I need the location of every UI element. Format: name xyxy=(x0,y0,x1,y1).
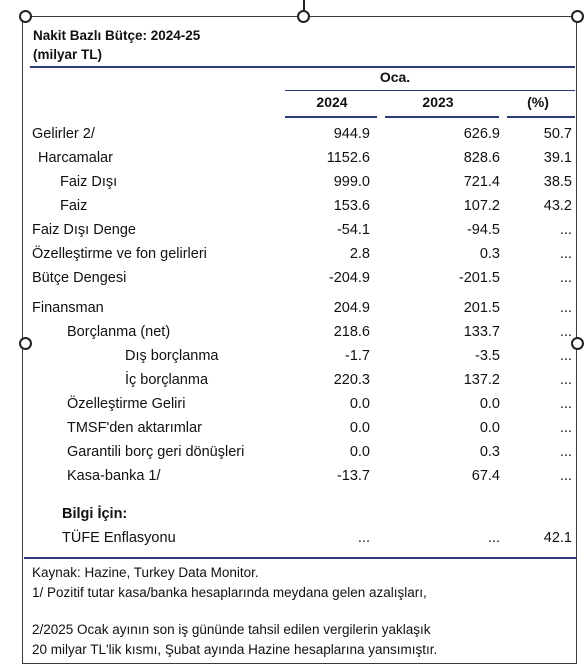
value-2024: 153.6 xyxy=(333,198,370,214)
resize-handle-top-left[interactable] xyxy=(19,10,32,23)
col-rule-2023 xyxy=(385,116,499,118)
table-row xyxy=(0,444,584,468)
value-pct: ... xyxy=(559,300,572,316)
resize-handle-top-right[interactable] xyxy=(571,10,584,23)
title-line-1: Nakit Bazlı Bütçe: 2024-25 xyxy=(33,28,201,43)
value-2024: 2.8 xyxy=(349,246,370,262)
value-2023: 133.7 xyxy=(463,324,500,340)
row-label: TMSF'den aktarımlar xyxy=(67,420,202,436)
value-2024: -13.7 xyxy=(336,468,370,484)
value-2023: ... xyxy=(487,530,500,546)
table-row xyxy=(0,198,584,222)
footer-rule xyxy=(24,557,577,559)
info-heading-row xyxy=(0,506,584,530)
row-label: Özelleştirme ve fon gelirleri xyxy=(32,246,207,262)
table-title xyxy=(33,26,200,64)
row-label: Kasa-banka 1/ xyxy=(67,468,161,484)
period-rule xyxy=(285,90,575,91)
table-row xyxy=(0,530,584,554)
row-label: Faiz xyxy=(60,198,88,214)
value-2024: 944.9 xyxy=(333,126,370,142)
value-pct: 39.1 xyxy=(543,150,572,166)
table-row xyxy=(0,420,584,444)
table-row xyxy=(0,174,584,198)
value-2023: 0.3 xyxy=(479,444,500,460)
value-2024: 204.9 xyxy=(333,300,370,316)
value-2024: 0.0 xyxy=(349,396,370,412)
col-rule-pct xyxy=(507,116,575,118)
table-row xyxy=(0,300,584,324)
table-row xyxy=(0,324,584,348)
row-label: Faiz Dışı Denge xyxy=(32,222,136,238)
value-pct: ... xyxy=(559,468,572,484)
value-2023: 721.4 xyxy=(463,174,500,190)
value-2023: -201.5 xyxy=(458,270,500,286)
table-row xyxy=(0,246,584,270)
table-row xyxy=(0,348,584,372)
row-label: Garantili borç geri dönüşleri xyxy=(67,444,245,460)
value-2023: 828.6 xyxy=(463,150,500,166)
value-2023: 107.2 xyxy=(463,198,500,214)
value-pct: ... xyxy=(559,396,572,412)
footnote-2-line-1: 2/2025 Ocak ayının son iş gününde tahsil edilen vergilerin yaklaşık xyxy=(32,622,431,637)
value-pct: 38.5 xyxy=(543,174,572,190)
value-2024: -1.7 xyxy=(345,348,370,364)
row-label: Gelirler 2/ xyxy=(32,126,95,142)
value-2024: 0.0 xyxy=(349,444,370,460)
info-heading: Bilgi İçin: xyxy=(62,506,128,522)
value-2023: 0.0 xyxy=(479,420,500,436)
value-2024: ... xyxy=(357,530,370,546)
value-2024: 1152.6 xyxy=(326,150,370,166)
row-label: TÜFE Enflasyonu xyxy=(62,530,176,546)
value-pct: ... xyxy=(559,348,572,364)
value-pct: 43.2 xyxy=(543,198,572,214)
value-2023: -3.5 xyxy=(475,348,500,364)
row-label: Dış borçlanma xyxy=(125,348,219,364)
col-rule-2024 xyxy=(285,116,377,118)
row-label: İç borçlanma xyxy=(125,372,209,388)
value-pct: ... xyxy=(559,222,572,238)
value-pct: ... xyxy=(559,270,572,286)
table-row xyxy=(0,468,584,492)
row-label: Harcamalar xyxy=(38,150,113,166)
col-header-2023: 2023 xyxy=(422,94,454,110)
row-label: Borçlanma (net) xyxy=(67,324,171,340)
col-header-pct: (%) xyxy=(527,94,549,110)
footnote-1: 1/ Pozitif tutar kasa/banka hesaplarında meydana gelen azalışları, xyxy=(32,585,427,600)
value-pct: 42.1 xyxy=(543,530,572,546)
table-row xyxy=(0,372,584,396)
value-2024: 220.3 xyxy=(333,372,370,388)
value-pct: ... xyxy=(559,372,572,388)
value-pct: 50.7 xyxy=(543,126,572,142)
col-header-2024: 2024 xyxy=(316,94,348,110)
value-2023: -94.5 xyxy=(466,222,500,238)
value-2024: 0.0 xyxy=(349,420,370,436)
table-row xyxy=(0,150,584,174)
value-2024: -204.9 xyxy=(328,270,370,286)
value-pct: ... xyxy=(559,324,572,340)
value-2024: 999.0 xyxy=(333,174,370,190)
value-pct: ... xyxy=(559,444,572,460)
row-label: Finansman xyxy=(32,300,104,316)
source-note: Kaynak: Hazine, Turkey Data Monitor. xyxy=(32,565,259,580)
resize-handle-top-middle[interactable] xyxy=(297,10,310,23)
value-2024: 218.6 xyxy=(333,324,370,340)
value-2023: 201.5 xyxy=(463,300,500,316)
value-pct: ... xyxy=(559,246,572,262)
period-header: Oca. xyxy=(379,69,411,85)
value-2023: 67.4 xyxy=(471,468,500,484)
rotate-handle-stem xyxy=(303,0,305,10)
header-rule xyxy=(30,66,575,68)
value-2023: 137.2 xyxy=(463,372,500,388)
value-2023: 0.3 xyxy=(479,246,500,262)
value-pct: ... xyxy=(559,420,572,436)
table-row xyxy=(0,396,584,420)
row-label: Faiz Dışı xyxy=(60,174,118,190)
value-2023: 626.9 xyxy=(463,126,500,142)
row-label: Özelleştirme Geliri xyxy=(67,396,186,412)
value-2023: 0.0 xyxy=(479,396,500,412)
row-label: Bütçe Dengesi xyxy=(32,270,127,286)
table-row xyxy=(0,270,584,294)
table-row xyxy=(0,126,584,150)
title-unit: (milyar TL) xyxy=(33,47,103,62)
footnote-2-line-2: 20 milyar TL'lik kısmı, Şubat ayında Hazine hesaplarına yansımıştır. xyxy=(32,642,438,657)
value-2024: -54.1 xyxy=(336,222,370,238)
table-row xyxy=(0,222,584,246)
